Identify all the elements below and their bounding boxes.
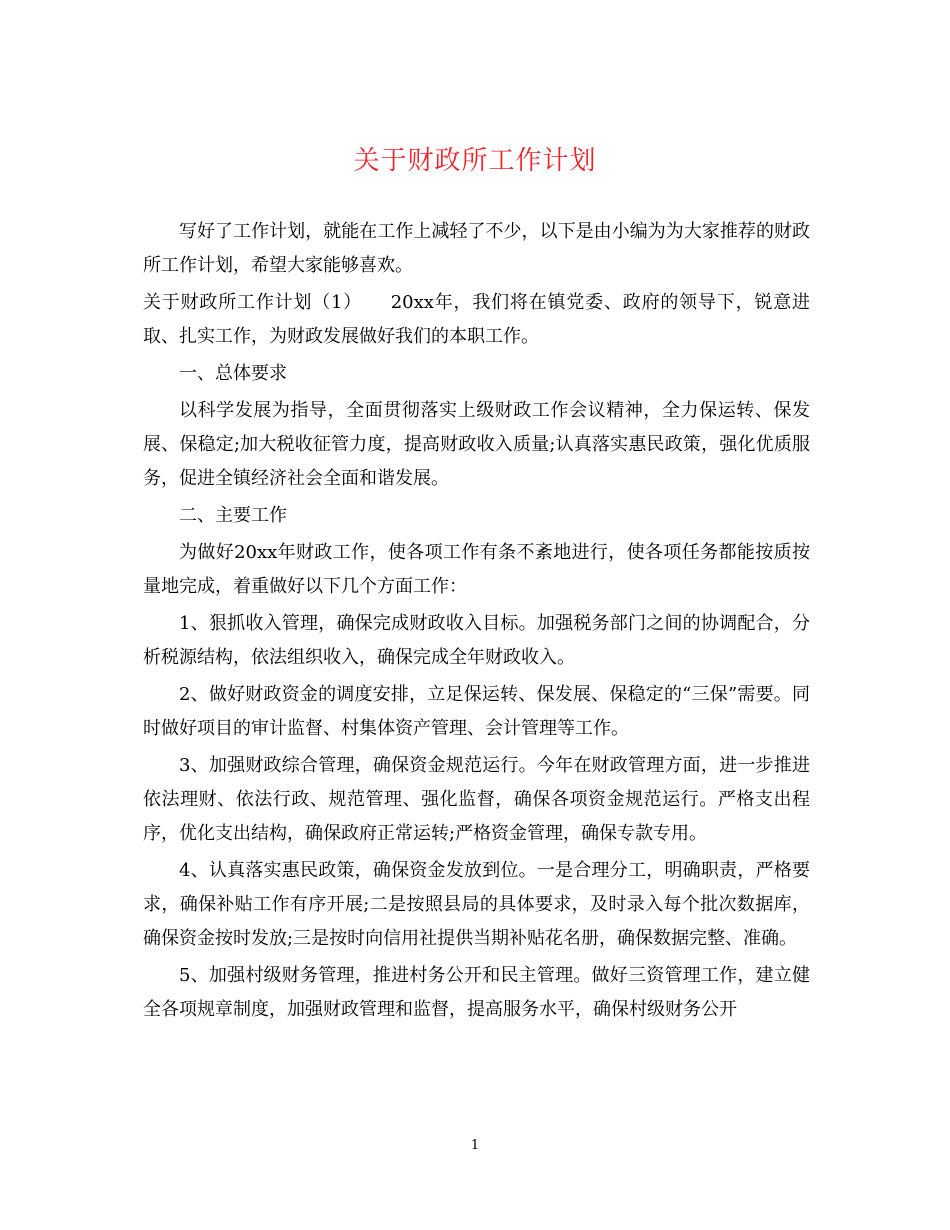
paragraph-plan-heading: 关于财政所工作计划（1） 20xx年，我们将在镇党委、政府的领导下，锐意进取、扎实工作，为财政发展做好我们的本职工作。 bbox=[143, 292, 810, 347]
paragraph-intro: 写好了工作计划，就能在工作上减轻了不少，以下是由小编为为大家推荐的财政所工作计划，希望大家能够喜欢。 bbox=[143, 221, 810, 276]
section-heading-general-requirements: 一、总体要求 bbox=[179, 363, 287, 384]
document-title: 关于财政所工作计划 bbox=[353, 146, 597, 176]
paragraph-item-1: 1、狠抓收入管理，确保完成财政收入目标。加强税务部门之间的协调配合，分析税源结构，依法组织收入，确保完成全年财政收入。 bbox=[143, 613, 810, 668]
paragraph-item-5: 5、加强村级财务管理，推进村务公开和民主管理。做好三资管理工作，建立健全各项规章制度，加强财政管理和监督，提高服务水平，确保村级财务公开 bbox=[143, 965, 810, 1020]
paragraph-general-requirements: 以科学发展为指导，全面贯彻落实上级财政工作会议精神，全力保运转、保发展、保稳定;加大税收征管力度，提高财政收入质量;认真落实惠民政策，强化优质服务，促进全镇经济社会全面和谐发展。 bbox=[143, 400, 811, 489]
paragraph-item-3: 3、加强财政综合管理，确保资金规范运行。今年在财政管理方面，进一步推进依法理财、依法行政、规范管理、强化监督，确保各项资金规范运行。严格支出程序，优化支出结构，确保政府正常运转;严格资金管理，确保专款专用。 bbox=[143, 755, 810, 844]
page-number: 1 bbox=[470, 1138, 480, 1153]
paragraph-item-4: 4、认真落实惠民政策，确保资金发放到位。一是合理分工，明确职责，严格要求，确保补贴工作有序开展;二是按照县局的具体要求，及时录入每个批次数据库，确保资金按时发放;三是按时向信用社提供当期补贴花名册，确保数据完整、准确。 bbox=[143, 860, 810, 949]
document-body bbox=[143, 215, 810, 1030]
paragraph-main-work-intro: 为做好20xx年财政工作，使各项工作有条不紊地进行，使各项任务都能按质按量地完成，着重做好以下几个方面工作： bbox=[143, 542, 810, 597]
paragraph-item-2: 2、做好财政资金的调度安排，立足保运转、保发展、保稳定的“三保”需要。同时做好项目的审计监督、村集体资产管理、会计管理等工作。 bbox=[143, 684, 810, 739]
section-heading-main-work: 二、主要工作 bbox=[179, 505, 287, 526]
